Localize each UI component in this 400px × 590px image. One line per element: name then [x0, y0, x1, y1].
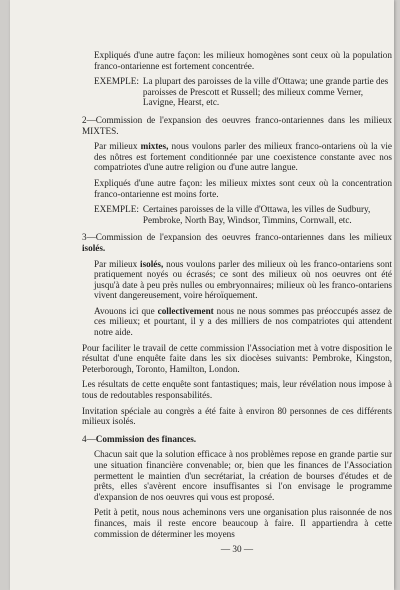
text-run: Avouons ici que: [94, 305, 158, 316]
bold-term: isolés.: [82, 242, 106, 253]
text-run: nous voulons parler des milieux où les franco-ontariens sont pratiquement noyés ou écrasés; ce sont des milieux où nos oeuvres ont été jusqu'à date à peu près nulles ou embryonnaires; milieux où les franco-ontariens vivent dangereusement, voire héroïquement.: [94, 258, 392, 301]
paragraph-collectivement: [82, 306, 392, 338]
bold-term: mixtes,: [140, 141, 169, 152]
paragraph-enquete: Pour faciliter le travail de cette commission l'Association met à votre disposition le résultat d'une enquête faite dans les six diocèses suivants: Pembroke, Kingston, Peterborough, Toronto, Hamilton, London.: [82, 342, 392, 374]
page-text: [82, 50, 392, 555]
paragraph-homogenes: Expliqués d'une autre façon: les milieux homogènes sont ceux où la population franco-ontarienne est fortement concentrée.: [94, 50, 392, 71]
page-number: — 30 —: [220, 544, 254, 555]
text-run: Par milieux: [94, 258, 141, 269]
section-title: Commission de l'expansion des oeuvres franco-ontariennes dans les milieux: [95, 232, 392, 243]
example-label: EXEMPLE:: [94, 204, 139, 215]
paragraph-organisation: Petit à petit, nous nous acheminons vers une organisation plus raisonnée de nos finances, mais il reste encore beaucoup à faire. Il appartiendra à cette commission de déterminer les moyens: [94, 507, 392, 539]
section-title: Commission des finances.: [95, 433, 197, 444]
paragraph-invitation: Invitation spéciale au congrès a été faite à environ 80 personnes de ces différents milieux isolés.: [82, 405, 392, 427]
example-homogenes: [94, 76, 392, 108]
section-number: 3—: [82, 232, 96, 243]
paragraph-finances: Chacun sait que la solution efficace à nos problèmes repose en grande partie sur une situation financière convenable; or, bien que les finances de l'Association permettent le maintien d'un secrétariat, la création de bourses d'études et de prêts, elles s'avèrent encore insuffisantes si l'on envisage le programme d'expansion de nos oeuvres qui vous est proposé.: [94, 449, 392, 502]
document-page: [10, 0, 394, 590]
section-3-heading: [82, 232, 392, 253]
section-2-heading: [82, 115, 392, 136]
paragraph-resultats: Les résultats de cette enquête sont fantastiques; mais, leur révélation nous impose à tous de redoutables responsabilités.: [82, 379, 392, 401]
section-title: Commission de l'expansion des oeuvres franco-ontariennes dans les milieux MIXTES.: [82, 114, 392, 136]
bold-term: isolés,: [140, 258, 164, 269]
text-run: nous ne nous sommes pas préoccupés assez de ces milieux; et pourtant, il y a des milliers de nos compatriotes qui attendent notre aide.: [94, 305, 392, 338]
section-4-heading: [82, 434, 392, 445]
section-number: 2—: [82, 114, 96, 125]
example-text: Certaines paroisses de la ville d'Ottawa, les villes de Sudbury, Pembroke, North Bay, Windsor, Timmins, Cornwall, etc.: [142, 204, 371, 225]
paragraph-mixtes: [82, 141, 392, 173]
bold-term: collectivement: [157, 305, 214, 316]
text-run: Par milieux: [94, 141, 141, 152]
example-label: EXEMPLE:: [94, 76, 139, 87]
text-run: nous voulons parler des milieux franco-ontariens où la vie des nôtres est fortement conditionnée par une coexistence constante avec nos compatriotes d'une autre religion ou d'une autre langue.: [94, 141, 392, 173]
example-mixtes: [94, 204, 392, 225]
example-text: La plupart des paroisses de la ville d'Ottawa; une grande partie des paroisses de Prescott et Russell; des milieux comme Verner, Lavigne, Hearst, etc.: [142, 76, 389, 108]
section-number: 4—: [82, 433, 96, 444]
paragraph-isoles: [82, 259, 392, 301]
paragraph-mixtes-explained: Expliqués d'une autre façon: les milieux mixtes sont ceux où la concentration franco-ontarienne est moins forte.: [94, 177, 392, 199]
